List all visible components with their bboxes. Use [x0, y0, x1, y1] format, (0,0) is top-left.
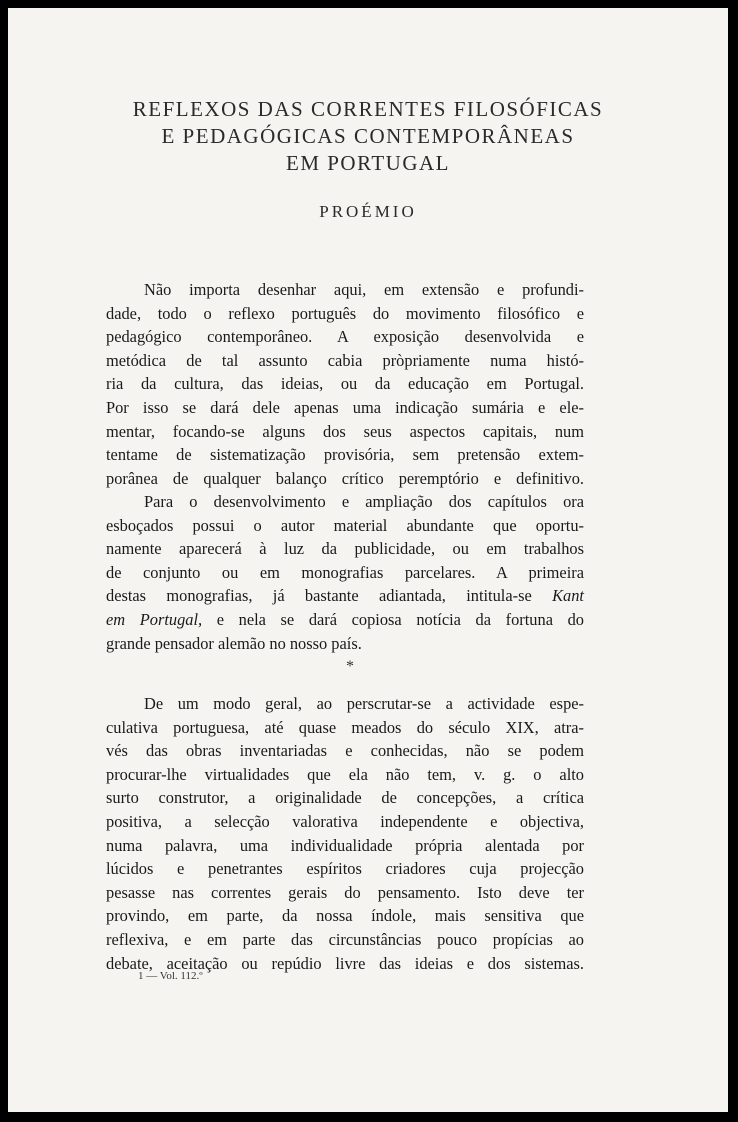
text-line: procurar-lhe virtualidades que ela não tem, v. g. o alto	[106, 764, 584, 784]
paragraph-2	[106, 490, 584, 655]
italic-title: Kant	[552, 586, 584, 606]
text-span: destas monografias, já bastante adiantada, intitula-se	[106, 586, 532, 606]
text-line: culativa portuguesa, até quase meados do século XIX, atra-	[106, 717, 584, 737]
text-line: Para o desenvolvimento e ampliação dos capítulos ora	[144, 492, 584, 511]
signature-mark: 1 — Vol. 112.º	[138, 970, 203, 982]
text-line: ria da cultura, das ideias, ou da educação em Portugal.	[106, 374, 584, 394]
text-line: Não importa desenhar aqui, em extensão e profundi-	[144, 280, 584, 299]
title-line: REFLEXOS DAS CORRENTES FILOSÓFICAS	[132, 97, 604, 121]
text-line: Por isso se dará dele apenas uma indicação sumária e ele-	[106, 397, 584, 417]
text-span: e nela se dará copiosa notícia da fortuna do	[202, 609, 584, 629]
text-line: de conjunto ou em monografias parcelares. A primeira	[106, 562, 584, 582]
paragraph-3	[106, 692, 584, 975]
text-line: dade, todo o reflexo português do movimento filosófico e	[106, 303, 584, 323]
text-line	[106, 608, 584, 632]
title-line: E PEDAGÓGICAS CONTEMPORÂNEAS	[161, 124, 575, 148]
text-line: namente aparecerá à luz da publicidade, ou em trabalhos	[106, 539, 584, 559]
text-line: numa palavra, uma individualidade própria alentada por	[106, 835, 584, 855]
page-title	[8, 96, 728, 177]
text-line: grande pensador alemão no nosso país.	[106, 633, 362, 653]
text-line: De um modo geral, ao perscrutar-se a actividade espe-	[144, 694, 584, 713]
text-line: metódica de tal assunto cabia pròpriamente numa histó-	[106, 350, 584, 370]
text-line: mentar, focando-se alguns dos seus aspectos capitais, num	[106, 421, 584, 441]
title-line: EM PORTUGAL	[286, 151, 450, 175]
italic-title: em Portugal,	[106, 609, 203, 629]
text-line: reflexiva, e em parte das circunstâncias pouco propícias ao	[106, 929, 584, 949]
text-line: pedagógico contemporâneo. A exposição desenvolvida e	[106, 327, 584, 347]
section-heading: PROÉMIO	[319, 202, 417, 221]
text-line: debate, aceitação ou repúdio livre das ideias e dos sistemas.	[106, 953, 584, 973]
text-line: vés das obras inventariadas e conhecidas, não se podem	[106, 741, 584, 761]
document-page	[8, 8, 728, 1112]
text-line: porânea de qualquer balanço crítico peremptório e definitivo.	[106, 468, 584, 488]
text-line	[106, 584, 584, 608]
text-line: tentame de sistematização provisória, sem pretensão extem-	[106, 445, 584, 465]
paragraph-1	[106, 278, 584, 490]
text-line: surto construtor, a originalidade de concepções, a crítica	[106, 788, 584, 808]
text-line: provindo, em parte, da nossa índole, mais sensitiva que	[106, 906, 584, 926]
text-line: positiva, a selecção valorativa independente e objectiva,	[106, 811, 584, 831]
text-line: esboçados possui o autor material abundante que oportu-	[106, 515, 584, 535]
section-separator: *	[346, 658, 354, 675]
text-line: pesasse nas correntes gerais do pensamento. Isto deve ter	[106, 882, 584, 902]
text-line: lúcidos e penetrantes espíritos criadores cuja projecção	[106, 859, 584, 879]
